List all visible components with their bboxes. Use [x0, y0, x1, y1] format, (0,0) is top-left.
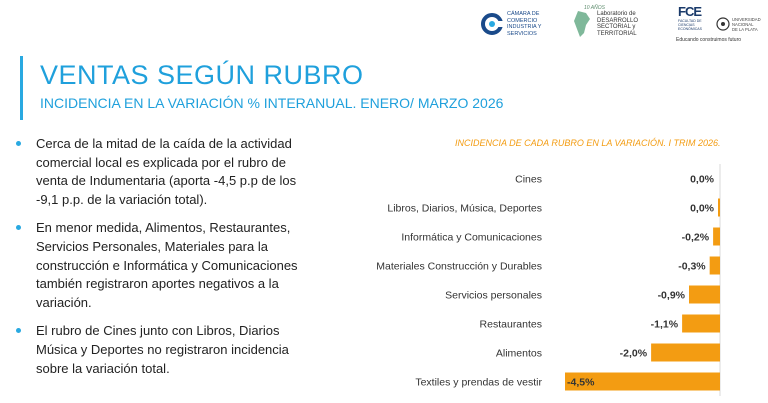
bar-4 [689, 286, 720, 304]
bullet-item [16, 322, 316, 378]
value-label: -1,1% [650, 318, 679, 331]
bullet-dot-icon [16, 328, 21, 333]
lab-map-icon [568, 9, 594, 39]
bar-1 [718, 199, 720, 217]
bar-2 [713, 228, 720, 246]
bullet-item [16, 135, 316, 209]
value-label: -2,0% [619, 347, 648, 360]
category-label: Libros, Diarios, Música, Deportes [387, 202, 542, 215]
bullet-list [16, 135, 316, 388]
value-label: -0,3% [678, 260, 706, 273]
category-label: Alimentos [495, 347, 542, 360]
lab-logo [568, 4, 657, 44]
lab-badge: 10 AÑOS [584, 5, 605, 11]
value-label: -0,9% [657, 289, 685, 302]
fce-mark: FCE [678, 4, 701, 19]
lab-logo-text: Laboratorio de DESARROLLO SECTORIAL y TERRITORIAL [597, 11, 639, 37]
page-subtitle: INCIDENCIA EN LA VARIACIÓN % INTERANUAL. ENERO/ MARZO 2026 [40, 95, 504, 111]
tagline: Educando construimos futuro [676, 37, 742, 43]
bullet-text: Cerca de la mitad de la caída de la actividad comercial local es explicada por el rubro de venta de Indumentaria (aporta -4,5 p.p de los -9,1 p.p. de la variación total). [36, 136, 297, 207]
page-title: VENTAS SEGÚN RUBRO [40, 60, 364, 90]
bar-3 [710, 257, 720, 275]
bar-6 [651, 344, 720, 362]
value-label: 0,0% [690, 173, 714, 186]
category-label: Cines [515, 173, 542, 186]
camara-logo-text: CÁMARA DE COMERCIO INDUSTRIA Y SERVICIOS [507, 11, 542, 37]
chart-title: INCIDENCIA DE CADA RUBRO EN LA VARIACIÓN. I TRIM 2026. [455, 138, 721, 148]
value-label: -0,2% [681, 231, 710, 244]
value-label: 0,0% [690, 202, 714, 215]
camara-logo [480, 4, 565, 44]
category-label: Informática y Comunicaciones [401, 231, 542, 244]
unlp-logo-text: UNIVERSIDAD NACIONAL DE LA PLATA [732, 16, 761, 32]
bar-5 [682, 315, 720, 333]
unlp-seal-icon [716, 15, 730, 33]
category-label: Restaurantes [479, 318, 542, 331]
category-label: Servicios personales [445, 289, 542, 302]
bullet-dot-icon [16, 225, 21, 230]
bullet-text: El rubro de Cines junto con Libros, Diarios Música y Deportes no registraron incidencia sobre la variación total. [36, 323, 289, 376]
bullet-item [16, 219, 316, 312]
bullet-text: En menor medida, Alimentos, Restaurantes, Servicios Personales, Materiales para la construcción e Informática y Comunicaciones también registraron aportes negativos a la variación. [36, 220, 298, 310]
logo-strip [480, 4, 765, 46]
category-label: Textiles y prendas de vestir [415, 376, 542, 389]
category-label: Materiales Construcción y Durables [376, 260, 542, 273]
camara-icon [480, 12, 504, 36]
value-label: -4,5% [567, 376, 595, 389]
incidence-bar-chart [330, 152, 760, 397]
fce-subtitle: FACULTAD DE CIENCIAS ECONÓMICAS [678, 19, 702, 31]
bullet-dot-icon [16, 141, 21, 146]
title-accent-bar [20, 56, 23, 120]
